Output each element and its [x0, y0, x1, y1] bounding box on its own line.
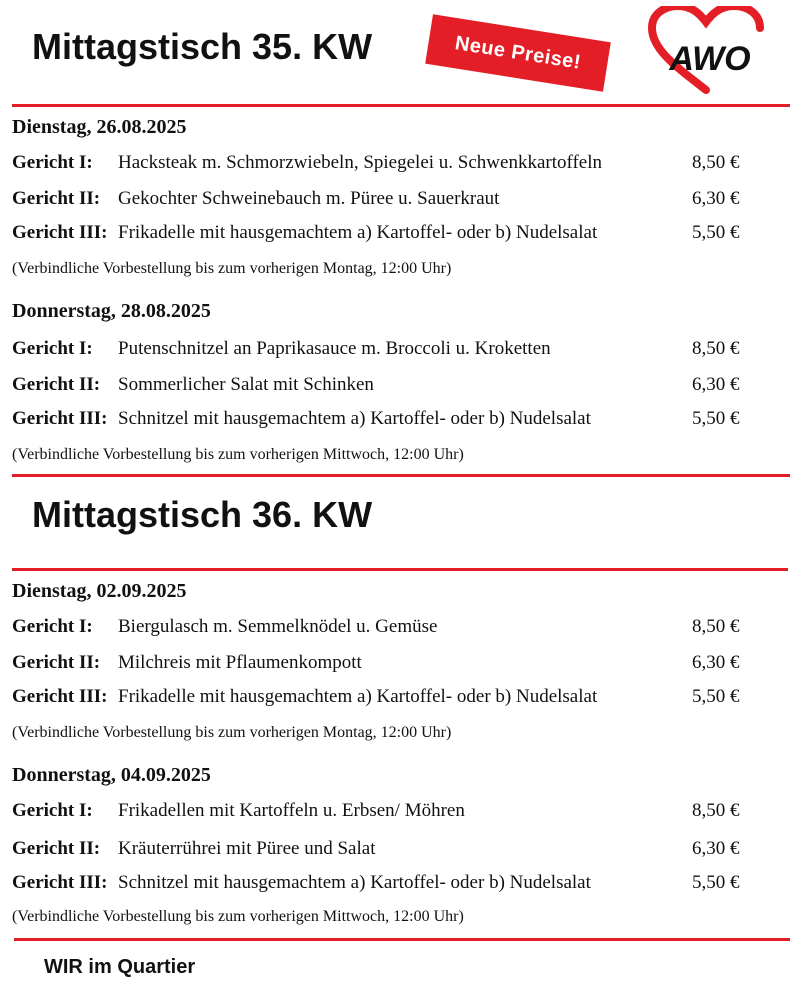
- divider: [12, 474, 790, 477]
- dish-label: Gericht III:: [12, 222, 108, 243]
- menu-row: [12, 188, 772, 214]
- dish-label: Gericht I:: [12, 338, 93, 359]
- dish-price: 6,30 €: [692, 188, 740, 209]
- dish-label: Gericht II:: [12, 188, 101, 209]
- day-heading: Dienstag, 02.09.2025: [12, 580, 187, 602]
- day-heading: Dienstag, 26.08.2025: [12, 116, 187, 138]
- dish-name: Putenschnitzel an Paprikasauce m. Broccoli u. Kroketten: [118, 338, 551, 359]
- menu-row: [12, 408, 772, 434]
- preorder-note: (Verbindliche Vorbestellung bis zum vorherigen Mittwoch, 12:00 Uhr): [12, 908, 464, 925]
- divider: [12, 568, 788, 571]
- dish-name: Frikadelle mit hausgemachtem a) Kartoffel- oder b) Nudelsalat: [118, 686, 598, 707]
- week-title-35: Mittagstisch 35. KW: [32, 26, 373, 67]
- dish-name: Schnitzel mit hausgemachtem a) Kartoffel- oder b) Nudelsalat: [118, 872, 591, 893]
- dish-price: 8,50 €: [692, 616, 740, 637]
- preorder-note: (Verbindliche Vorbestellung bis zum vorherigen Mittwoch, 12:00 Uhr): [12, 446, 464, 463]
- svg-text:AWO: AWO: [669, 40, 751, 78]
- dish-label: Gericht II:: [12, 838, 101, 859]
- menu-row: [12, 652, 772, 678]
- dish-name: Frikadellen mit Kartoffeln u. Erbsen/ Möhren: [118, 800, 465, 821]
- dish-price: 6,30 €: [692, 374, 740, 395]
- dish-price: 6,30 €: [692, 838, 740, 859]
- dish-name: Biergulasch m. Semmelknödel u. Gemüse: [118, 616, 438, 637]
- menu-row: [12, 800, 772, 826]
- dish-label: Gericht II:: [12, 374, 101, 395]
- preorder-note: (Verbindliche Vorbestellung bis zum vorherigen Montag, 12:00 Uhr): [12, 260, 452, 277]
- day-heading: Donnerstag, 04.09.2025: [12, 764, 211, 786]
- dish-label: Gericht I:: [12, 616, 93, 637]
- dish-price: 8,50 €: [692, 152, 740, 173]
- dish-name: Sommerlicher Salat mit Schinken: [118, 374, 374, 395]
- dish-price: 8,50 €: [692, 338, 740, 359]
- menu-row: [12, 686, 772, 712]
- dish-price: 5,50 €: [692, 686, 740, 707]
- dish-label: Gericht III:: [12, 686, 108, 707]
- preorder-note: (Verbindliche Vorbestellung bis zum vorherigen Montag, 12:00 Uhr): [12, 724, 452, 741]
- footer-label: WIR im Quartier: [44, 956, 196, 978]
- dish-price: 6,30 €: [692, 652, 740, 673]
- menu-row: [12, 222, 772, 248]
- awo-logo: [648, 6, 764, 94]
- dish-price: 5,50 €: [692, 408, 740, 429]
- dish-name: Schnitzel mit hausgemachtem a) Kartoffel- oder b) Nudelsalat: [118, 408, 591, 429]
- dish-label: Gericht III:: [12, 408, 108, 429]
- dish-price: 5,50 €: [692, 222, 740, 243]
- dish-name: Milchreis mit Pflaumenkompott: [118, 652, 362, 673]
- badge-label: Neue Preise!: [453, 31, 583, 74]
- menu-row: [12, 152, 772, 178]
- menu-row: [12, 338, 772, 364]
- day-heading: Donnerstag, 28.08.2025: [12, 300, 211, 322]
- dish-price: 8,50 €: [692, 800, 740, 821]
- week-title-36: Mittagstisch 36. KW: [32, 494, 373, 535]
- dish-name: Kräuterrührei mit Püree und Salat: [118, 838, 376, 859]
- dish-label: Gericht I:: [12, 800, 93, 821]
- menu-row: [12, 616, 772, 642]
- new-prices-badge: [425, 14, 611, 92]
- dish-name: Frikadelle mit hausgemachtem a) Kartoffel- oder b) Nudelsalat: [118, 222, 598, 243]
- dish-label: Gericht I:: [12, 152, 93, 173]
- dish-price: 5,50 €: [692, 872, 740, 893]
- dish-label: Gericht II:: [12, 652, 101, 673]
- menu-row: [12, 374, 772, 400]
- menu-row: [12, 838, 772, 864]
- dish-name: Hacksteak m. Schmorzwiebeln, Spiegelei u. Schwenkkartoffeln: [118, 152, 603, 173]
- dish-name: Gekochter Schweinebauch m. Püree u. Sauerkraut: [118, 188, 500, 209]
- menu-row: [12, 872, 772, 898]
- divider: [12, 104, 790, 107]
- dish-label: Gericht III:: [12, 872, 108, 893]
- divider: [14, 938, 790, 941]
